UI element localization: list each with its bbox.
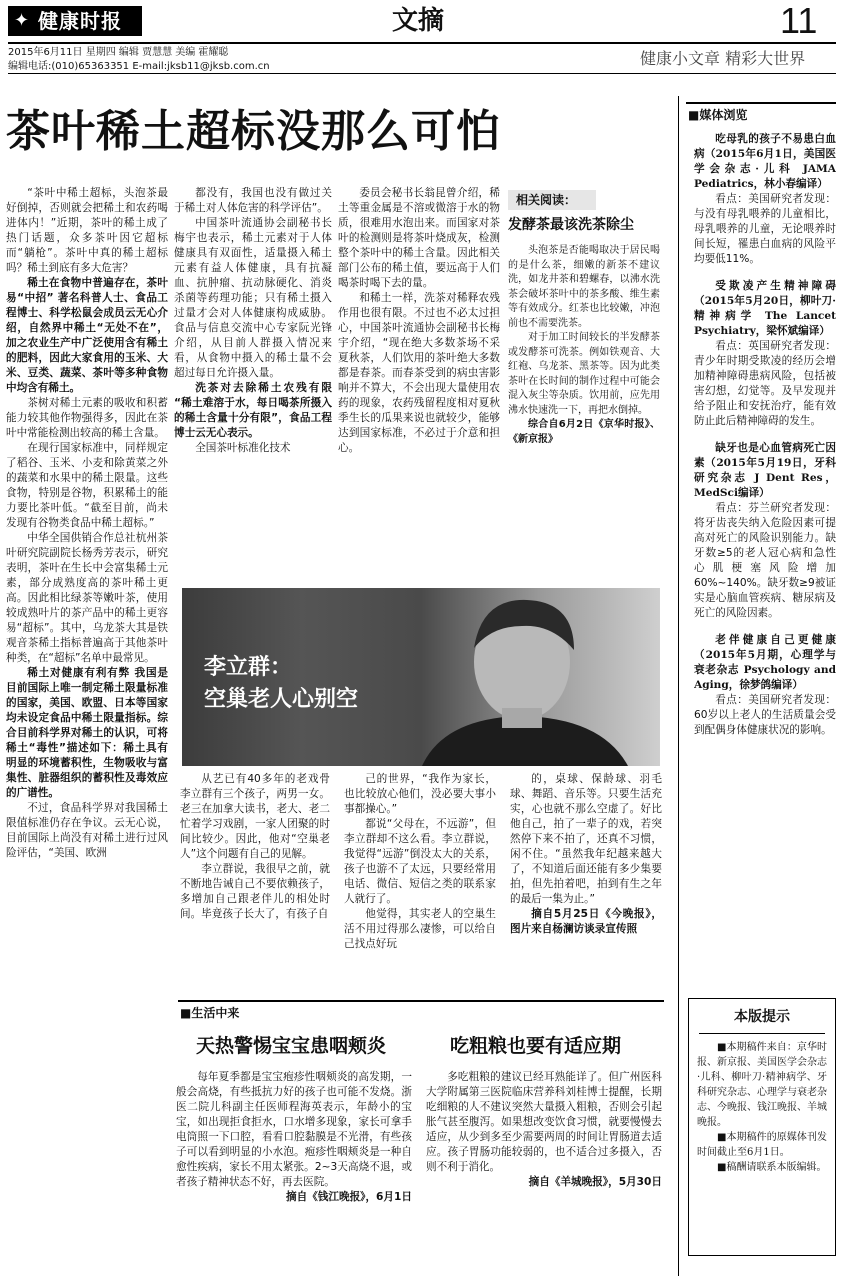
- media-top-rule: [686, 102, 836, 104]
- media-item: [694, 279, 836, 429]
- media-section-label: ■媒体浏览: [688, 108, 748, 122]
- lead-paragraph: 在现行国家标准中，同样规定了稻谷、玉米、小麦和除黄菜之外的蔬菜和水果中的稀土限量。这些食物，特别是谷物，积累稀土的能力要比茶叶低。“截至目前，尚未发现有谷物类食品中稀土超标。”: [6, 442, 168, 529]
- media-item-title: 吃母乳的孩子不易患白血病（2015年6月1日，美国医学会杂志·儿科 JAMA Pediatrics，林小春编译）: [694, 133, 836, 190]
- lead-column-3: [338, 186, 500, 582]
- feature-paragraph: 都说“父母在，不远游”，但李立群却不这么看。李立群说，我觉得“远游”倒没太大的关系，孩子也游不了太远，只要经常用电话、微信、短信之类的联系家人就行了。: [344, 818, 496, 905]
- media-item-title: 缺牙也是心血管病死亡因素（2015年5月19日，牙科研究杂志 J Dent Res，MedSci编译）: [694, 442, 836, 499]
- sidebar-left-rule: [678, 96, 679, 1276]
- life-article-1-title: 天热警惕宝宝患咽颊炎: [196, 1035, 387, 1057]
- related-paragraph: 头泡茶是否能喝取决于居民喝的是什么茶，细嫩的新茶不建议洗，如龙井茶和碧螺春，以沸水洗茶会破坏茶叶中的茶多酸、维生素等有效成分。红茶也比较嫩，冲泡前也不需要洗茶。: [508, 245, 660, 329]
- date-line: 2015年6月11日 星期四 编辑 贾慧慧 美编 霍耀聪: [8, 47, 229, 58]
- life-article-2-title: 吃粗粮也要有适应期: [450, 1035, 622, 1057]
- tips-item: ■稿酬请联系本版编辑。: [717, 1162, 827, 1173]
- media-item-text: 看点：英国研究者发现：青少年时期受欺凌的经历会增加精神障碍患病风险，包括被害幻想，幻觉等。及早发现并给予阻止和安抚治疗，能有效防止此后精神障碍的发生。: [694, 340, 836, 427]
- masthead-bottom-rule: [8, 73, 836, 74]
- related-source: 综合自6月2日《京华时报》、《新京报》: [508, 419, 660, 445]
- lead-subhead-paragraph: 稀土对健康有利有弊 我国是目前国际上唯一制定稀土限量标准的国家，美国、欧盟、日本等国家均未设定食品中稀土限量指标。综合目前科学界对稀土的认识，可将稀土“毒性”描述如下：稀土具有明显的环境蓄积性，生物吸收与富集性、脏器组织的蓄积性及毒效应的广谱性。: [6, 667, 168, 799]
- life-article-2-body: [426, 1070, 662, 1260]
- media-item-title: 受欺凌产生精神障碍（2015年5月20日，柳叶刀·精神病学 The Lancet Psychiatry，梁怀斌编译）: [694, 280, 836, 337]
- media-item: [694, 633, 836, 738]
- lead-paragraph: “茶叶中稀土超标，头泡茶最好倒掉，否则就会把稀土和农药喝进体内！”近期，茶叶的稀土成了热门话题，众多茶叶因它超标而“躺枪”。茶叶中真的稀土超标吗？稀土到底有多大危害？: [6, 187, 168, 274]
- logo: [8, 6, 142, 36]
- feature-title-subtitle: 空巢老人心别空: [204, 686, 359, 712]
- media-item-text: 看点：美国研究者发现：与没有母乳喂养的儿童相比，母乳喂养的儿童，无论喂养时间长短，罹患白血病的风险平均要低11%。: [694, 193, 836, 265]
- media-item: [694, 132, 836, 267]
- tips-box: [688, 998, 836, 1256]
- lead-paragraph: 中华全国供销合作总社杭州茶叶研究院副院长杨秀芳表示，研究表明，茶叶在生长中会富集稀土元素，部分成熟度高的茶叶稀土更高。因此相比绿茶等嫩叶茶，使用较成熟叶片的茶产品中的稀土更容易“超标”。其中，乌龙茶大其是铁观音茶稀土指标普遍高于其他茶叶种类，在“超标”名单中最常见。: [6, 532, 168, 664]
- media-item-title: 老伴健康自己更健康（2015年5月期，心理学与衰老杂志 Psychology and Aging，徐梦鸽编译）: [694, 634, 836, 691]
- feature-paragraph: 己的世界，“我作为家长，也比较放心他们，没必要大事小事都操心。”: [344, 773, 496, 815]
- life-article-1-text: 每年夏季都是宝宝疱疹性咽颊炎的高发期，一般会高烧，有些抵抗力好的孩子也可能不发烧。浙医二院儿科副主任医师程海英表示，年龄小的宝宝，如出现拒食拒水，口水增多现象，家长可拿手电筒照一下口腔，看看口腔黏膜是不光滑，有些孩子可以看到明显的小水泡。疱疹性咽颊炎是一种自愈性疾病，家长不用太紧张。2~3天高烧不退，或者孩子精神状态不好，再去医院。: [176, 1071, 412, 1188]
- feature-paragraph: 他觉得，其实老人的空巢生活不用过得那么凄惨，可以给自己找点好玩: [344, 908, 496, 950]
- lead-paragraph: 都没有，我国也没有做过关于稀土对人体危害的科学评估”。: [174, 187, 332, 214]
- lead-paragraph: 中国茶叶流通协会副秘书长梅宇也表示，稀土元素对于人体健康具有双面性，适量摄入稀土元素有益人体健康，具有抗凝血、抗肿瘤、抗动脉硬化、消炎杀菌等药理功能；只有稀土摄入过量才会对人体健康构成威胁。食品与信息交流中心专家阮光锋介绍，从目前人群摄入情况来看，从食物中摄入的稀土量不会超过每日允许摄入量。: [174, 217, 332, 379]
- lead-headline: 茶叶稀土超标没那么可怕: [6, 106, 501, 157]
- logo-text: 健康时报: [38, 9, 122, 33]
- lead-paragraph: 和稀土一样，洗茶对稀释农残作用也很有限。不过也不必太过担心，中国茶叶流通协会副秘书长梅宇介绍，“现在绝大多数茶场不采夏秋茶，人们饮用的茶叶绝大多数都是春茶。而春茶受到的病虫害影响并不算大，不会出现大量使用农药的现象，农药残留程度相对夏秋季生长的瓜果来说也就较少，能够达到国家标准，不必过于介意和担心。: [338, 292, 500, 454]
- media-list: [694, 132, 836, 988]
- media-item: [694, 441, 836, 621]
- feature-paragraph: 李立群说，我很早之前，就不断地告诫自己不要依赖孩子，多增加自己跟老伴儿的相处时间。毕竟孩子长大了，有孩子自: [180, 863, 330, 920]
- related-paragraph: 对于加工时间较长的半发酵茶或发酵茶可洗茶。例如铁观音、大红袍、乌龙茶、黑茶等。因为此类茶叶在长时间的制作过程中可能会混入灰尘等杂质。饮用前，应先用沸水快速洗一下，再把水倒掉。: [508, 332, 660, 416]
- life-section-label: ■生活中来: [180, 1006, 240, 1020]
- page-number: 11: [780, 0, 818, 41]
- tips-item: ■本期稿件来自：京华时报、新京报、美国医学会杂志·儿科、柳叶刀·精神病学、牙科研究杂志、心理学与衰老杂志、今晚报、钱江晚报、羊城晚报。: [697, 1042, 827, 1128]
- life-article-2-text: 多吃粗粮的建议已经耳熟能详了。但广州医科大学附属第三医院临床营养科刘桂博士提醒，长期吃细粮的人不建议突然大量摄入粗粮，否则会引起胀气甚至腹泻。如果想改变饮食习惯，就要慢慢去适应，从少到多至少需要两周的时间让胃肠道去适应。孩子胃肠功能较弱的，也不适合过多摄入，否则不利于消化。: [426, 1071, 662, 1173]
- feature-column-1: [180, 772, 330, 994]
- lead-paragraph: 委员会秘书长翁昆曾介绍，稀土等重金属是不溶或微溶于水的物质，很难用水泡出来。而国家对茶叶的检测则是将茶叶烧成灰，检测整个茶叶中的稀土含量。因此相关部门公布的稀土值，要远高于人们喝茶时喝下去的量。: [338, 187, 500, 289]
- lead-subhead-paragraph: 稀土在食物中普遍存在，茶叶易“中招” 著名科普人士、食品工程博士、科学松鼠会成员云无心介绍，自然界中稀土“无处不在”，加之农业生产中广泛使用含有稀土的肥料，因此大家食用的玉米、大米、豆类、蔬菜、茶叶等多种食物中均含有稀土。: [6, 277, 168, 394]
- lead-subhead-paragraph: 洗茶对去除稀土农残有限 “稀土难溶于水，每日喝茶所摄入的稀土含量十分有限”，食品工程博士云无心表示。: [174, 382, 332, 439]
- related-title: 发酵茶最该洗茶除尘: [508, 217, 634, 233]
- life-article-2-source: 摘自《羊城晚报》，5月30日: [528, 1176, 662, 1188]
- life-article-1-source: 摘自《钱江晚报》，6月1日: [286, 1191, 412, 1203]
- feature-column-2: [344, 772, 496, 994]
- feature-title-name: 李立群：: [204, 654, 293, 680]
- square-bullet-icon: ■: [180, 1006, 192, 1020]
- lead-column-1: [6, 186, 168, 1246]
- section-name: 文摘: [392, 6, 445, 36]
- lead-paragraph: 茶树对稀土元素的吸收和积蓄能力较其他作物强得多，因此在茶叶中常能检测出较高的稀土含量。: [6, 397, 168, 439]
- contact-line: 编辑电话:(010)65363351 E-mail:jksb11@jksb.com.cn: [8, 61, 270, 72]
- feature-paragraph: 的，桌球、保龄球、羽毛球、舞蹈、音乐等。只要生活充实，心也就不那么空虚了。好比他自己，拍了一辈子的戏，若突然停下来不拍了，还真不习惯，闲不住。“虽然我年纪越来越大了，不知道后面还能有多少集要拍，但先拍着吧，拍到有生之年的最后一集为止。”: [510, 773, 662, 905]
- feature-photo: [182, 588, 660, 766]
- feature-source: 摘自5月25日《今晚报》，图片来自杨澜访谈录宣传照: [510, 908, 662, 935]
- masthead: [0, 0, 844, 72]
- related-label: 相关阅读：: [508, 190, 596, 210]
- masthead-top-rule: [8, 42, 836, 44]
- related-reading: [508, 190, 660, 582]
- tips-item: ■本期稿件的原媒体刊发时间截止至6月1日。: [697, 1132, 827, 1158]
- square-bullet-icon: ■: [688, 108, 700, 122]
- feature-column-3: [510, 772, 662, 994]
- tips-title-rule: [699, 1033, 825, 1034]
- life-section-rule: [178, 1000, 664, 1002]
- logo-icon: ✦: [14, 10, 30, 31]
- tips-title: 本版提示: [734, 1009, 790, 1025]
- life-article-1-body: [176, 1070, 412, 1260]
- lead-paragraph: 不过，食品科学界对我国稀土限值标准仍存在争议。云无心说，目前国际上尚没有对稀土进行过风险评估，“美国、欧洲: [6, 802, 168, 859]
- media-item-text: 看点：芬兰研究者发现：将牙齿丧失纳入危险因素可提高对死亡的风险识别能力。缺牙数≥5的老人冠心病和急性心肌梗塞风险增加60%~140%。缺牙数≥9被证实是心脑血管疾病、糖尿病及死亡的风险因素。: [694, 502, 836, 619]
- lead-column-2: [174, 186, 332, 582]
- slogan: 健康小文章 精彩大世界: [640, 49, 806, 68]
- media-item-text: 看点：美国研究者发现：60岁以上老人的生活质量会受到配偶身体健康状况的影响。: [694, 694, 836, 736]
- feature-paragraph: 从艺已有40多年的老戏骨李立群有三个孩子，两男一女。老三在加拿大读书，老大、老二忙着学习戏剧，一家人团聚的时间比较少。因此，他对“空巢老人”这个问题有自己的见解。: [180, 773, 330, 860]
- lead-paragraph: 全国茶叶标准化技术: [195, 442, 291, 454]
